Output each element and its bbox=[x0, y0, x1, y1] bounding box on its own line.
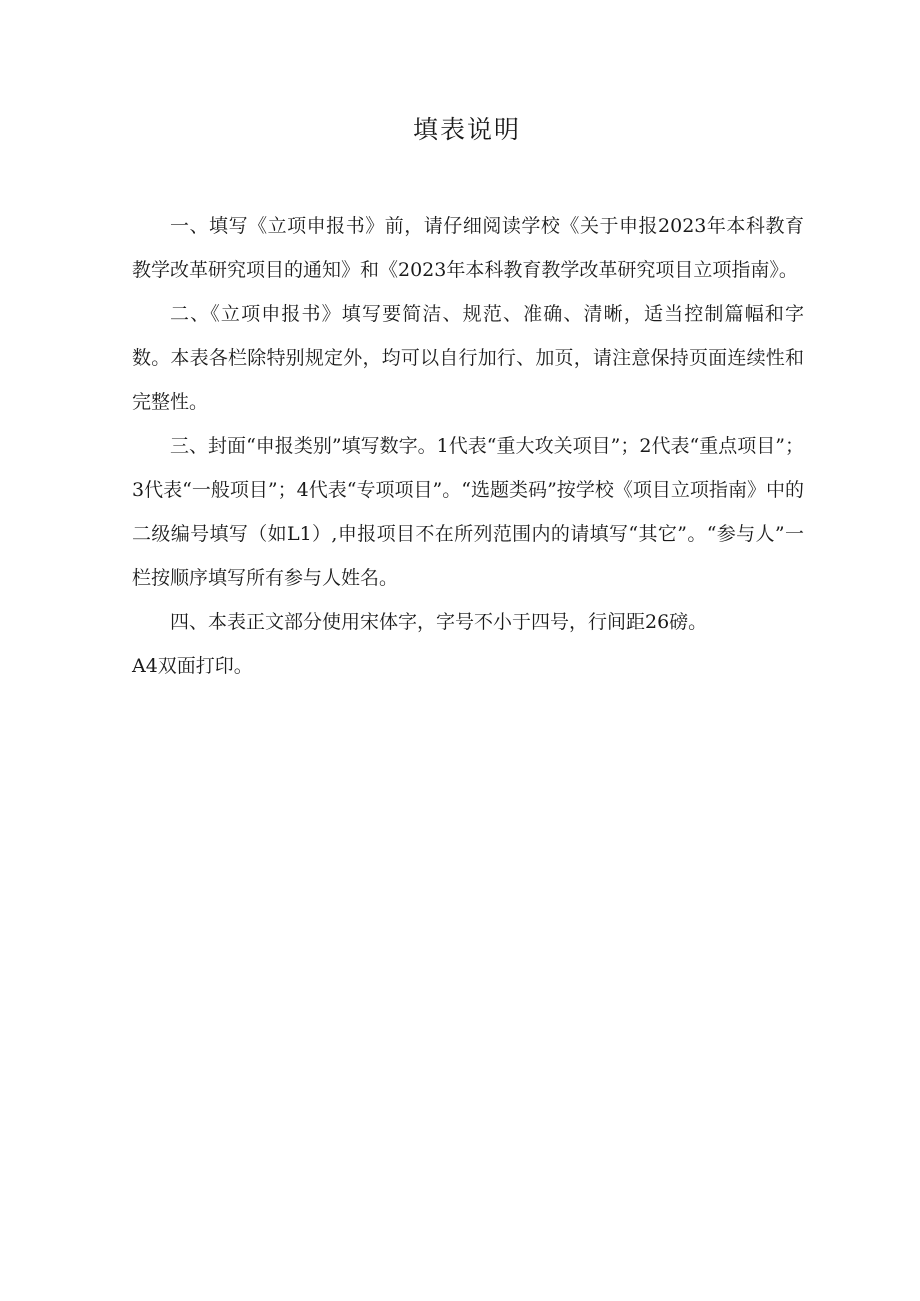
page-title: 填表说明 bbox=[412, 115, 521, 144]
instruction-paragraph-3: 三、封面“申报类别”填写数字。1代表“重大攻关项目”；2代表“重点项目”；3代表“一般项目”；4代表“专项项目”。“选题类码”按学校《项目立项指南》中的二级编号填写（如L1）,申报项目不在所列范围内的请填写“其它”。“参与人”一栏按顺序填写所有参与人姓名。 bbox=[132, 435, 804, 589]
instruction-paragraph-4: 四、本表正文部分使用宋体字，字号不小于四号，行间距26磅。 bbox=[170, 611, 708, 633]
instruction-paragraph-2: 二、《立项申报书》填写要简洁、规范、准确、清晰，适当控制篇幅和字数。本表各栏除特别规定外，均可以自行加行、加页，请注意保持页面连续性和完整性。 bbox=[132, 303, 804, 413]
print-instruction: A4双面打印。 bbox=[132, 655, 253, 677]
instructions-body bbox=[132, 204, 804, 688]
instruction-paragraph-1: 一、填写《立项申报书》前，请仔细阅读学校《关于申报2023年本科教育教学改革研究项目的通知》和《2023年本科教育教学改革研究项目立项指南》。 bbox=[132, 215, 804, 281]
